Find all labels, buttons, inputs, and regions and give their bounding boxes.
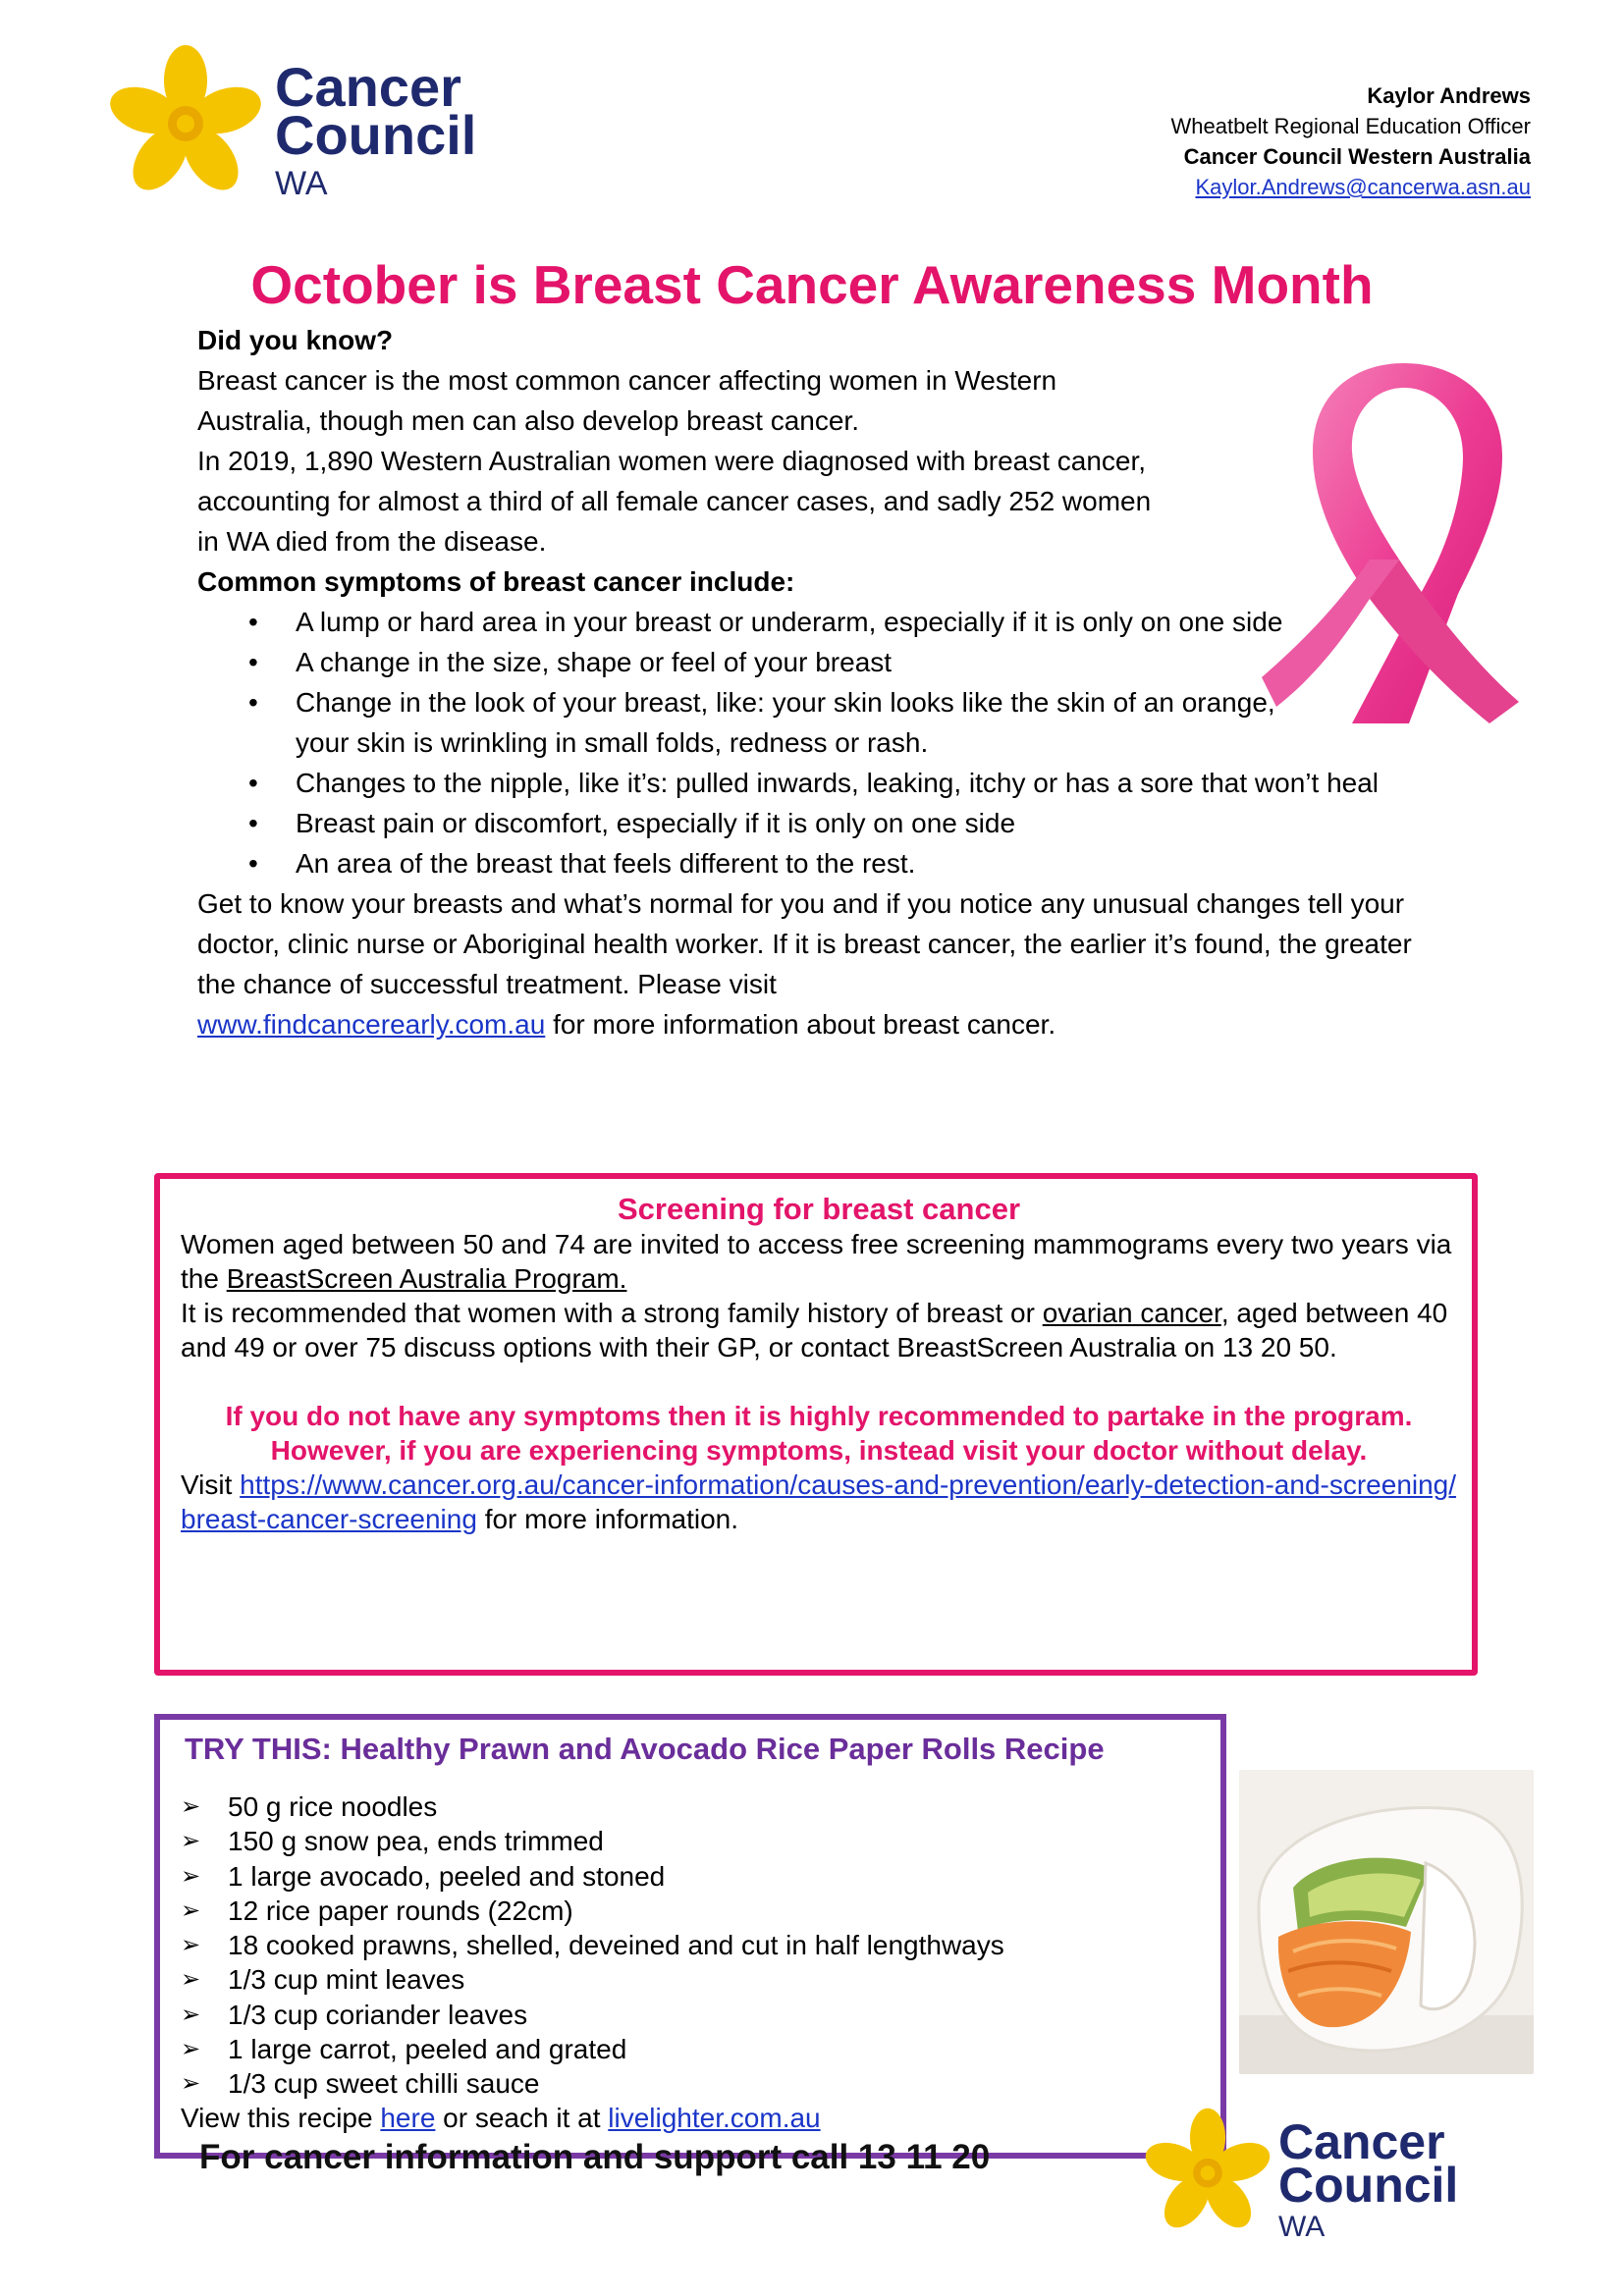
closing-tail: for more information about breast cancer. xyxy=(545,1009,1056,1040)
symptoms-list xyxy=(197,602,1454,883)
daffodil-icon xyxy=(102,43,269,200)
livelighter-link[interactable]: livelighter.com.au xyxy=(608,2103,821,2133)
daffodil-icon xyxy=(1139,2103,1276,2240)
screening-paragraph-2 xyxy=(181,1296,1457,1364)
rice-paper-roll-photo xyxy=(1239,1770,1534,2074)
recipe-foot-mid: or seach it at xyxy=(435,2103,609,2133)
cancer-org-link[interactable]: https://www.cancer.org.au/cancer-information/causes-and-prevention/early-detection-and-screening/breast-cancer-screening xyxy=(181,1469,1457,1534)
cancer-council-logo xyxy=(102,43,476,200)
logo-line-3: WA xyxy=(1278,2211,1326,2243)
list-item: • Changes to the nipple, like it’s: pulled inwards, leaking, itchy or has a sore that won’t heal xyxy=(197,763,1484,803)
list-item: • Breast pain or discomfort, especially if it is only on one side xyxy=(197,803,1454,843)
contact-name: Kaylor Andrews xyxy=(1367,83,1531,108)
screening-p2-end: , aged between 40 and 49 or over 75 discuss options with their GP, or contact BreastScreen Australia on 13 20 50. xyxy=(181,1298,1448,1362)
list-item: ➢ 18 cooked prawns, shelled, deveined and cut in half lengthways xyxy=(181,1928,1004,1962)
list-item: • A change in the size, shape or feel of your breast xyxy=(197,642,1297,682)
recipe-foot-start: View this recipe xyxy=(181,2103,381,2133)
page-title: October is Breast Cancer Awareness Month xyxy=(250,254,1374,315)
screening-visit xyxy=(181,1468,1457,1536)
logo-line-2: Council xyxy=(275,104,477,167)
contact-role: Wheatbelt Regional Education Officer xyxy=(1170,114,1531,138)
list-item: ➢ 1 large avocado, peeled and stoned xyxy=(181,1859,1004,1894)
screening-title: Screening for breast cancer xyxy=(617,1192,1021,1226)
list-item: ➢ 1 large carrot, peeled and grated xyxy=(181,2032,1004,2066)
cancer-council-logo-bottom xyxy=(1139,2103,1459,2243)
ovarian-cancer-link[interactable]: ovarian cancer xyxy=(1042,1298,1221,1328)
screening-content xyxy=(181,1192,1457,1536)
did-you-know-heading: Did you know? xyxy=(197,325,394,355)
logo-line-3: WA xyxy=(275,164,328,202)
list-item: ➢ 50 g rice noodles xyxy=(181,1789,1004,1824)
support-call-text: For cancer information and support call 13 11 20 xyxy=(199,2138,991,2176)
list-item: • Change in the look of your breast, like: your skin looks like the skin of an orange, your skin is wrinkling in small folds, redness or rash. xyxy=(197,682,1297,763)
intro-paragraph-2: In 2019, 1,890 Western Australian women were diagnosed with breast cancer, accounting for almost a third of all female cancer cases, and sadly 252 women in WA died from the disease. xyxy=(197,446,1152,557)
symptoms-heading: Common symptoms of breast cancer include: xyxy=(197,566,795,597)
recipe-title: TRY THIS: Healthy Prawn and Avocado Rice Paper Rolls Recipe xyxy=(185,1732,1105,1766)
screening-p1-text: Women aged between 50 and 74 are invited to access free screening mammograms every two years via the xyxy=(181,1229,1452,1294)
visit-tail: for more information. xyxy=(476,1504,739,1534)
logo-line-2: Council xyxy=(1278,2158,1459,2213)
list-item: ➢ 1/3 cup coriander leaves xyxy=(181,1998,1004,2032)
recipe-here-link[interactable]: here xyxy=(380,2103,436,2133)
intro-closing xyxy=(197,883,1420,1044)
screening-p2-text: It is recommended that women with a strong family history of breast or xyxy=(181,1298,1043,1328)
list-item: ➢ 1/3 cup mint leaves xyxy=(181,1962,1004,1997)
list-item: • An area of the breast that feels different to the rest. xyxy=(197,843,1454,883)
list-item: ➢ 1/3 cup sweet chilli sauce xyxy=(181,2066,1004,2101)
findcancerearly-link[interactable]: www.findcancerearly.com.au xyxy=(197,1009,546,1040)
breastscreen-program-link[interactable]: BreastScreen Australia Program. xyxy=(226,1263,627,1294)
contact-block xyxy=(1171,80,1531,202)
visit-label: Visit xyxy=(181,1469,241,1500)
ingredients-list xyxy=(181,1789,1004,2102)
recipe-footer xyxy=(181,2103,821,2134)
contact-email-link[interactable]: Kaylor.Andrews@cancerwa.asn.au xyxy=(1195,175,1531,199)
intro-section xyxy=(197,320,1454,1044)
screening-paragraph-1 xyxy=(181,1227,1457,1296)
logo-line-1: Cancer xyxy=(275,56,461,118)
intro-paragraph-1: Breast cancer is the most common cancer affecting women in Western Australia, though men can also develop breast cancer. xyxy=(197,365,1057,436)
list-item: • A lump or hard area in your breast or underarm, especially if it is only on one side xyxy=(197,602,1297,642)
screening-warning: If you do not have any symptoms then it is highly recommended to partake in the program. However, if you are experiencing symptoms, instead visit your doctor without delay. xyxy=(225,1401,1413,1466)
closing-text: Get to know your breasts and what’s normal for you and if you notice any unusual changes tell your doctor, clinic nurse or Aboriginal health worker. If it is breast cancer, the earlier it’s found, the greater the chance of successful treatment. Please visit xyxy=(197,888,1412,999)
list-item: ➢ 12 rice paper rounds (22cm) xyxy=(181,1894,1004,1928)
list-item: ➢ 150 g snow pea, ends trimmed xyxy=(181,1824,1004,1858)
contact-org: Cancer Council Western Australia xyxy=(1183,144,1531,169)
logo-line-1: Cancer xyxy=(1278,2114,1445,2169)
